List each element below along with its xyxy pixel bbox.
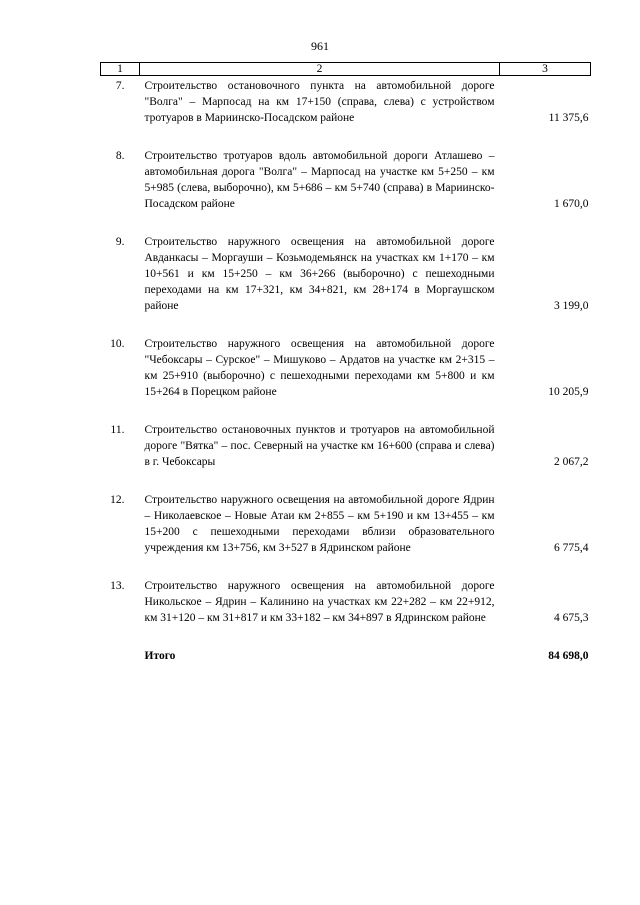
table-row	[101, 578, 591, 648]
row-number: 12.	[110, 494, 125, 506]
row-description: Строительство наружного освещения на автомобильной дороге Авданкасы – Моргауши – Козьмодемьянск на участках км 1+170 – км 10+561 и км 15+250 – км 36+266 (выборочно) с пешеходными переходами на км 17+321, км 34+821, км 28+174 в Моргаушском районе	[144, 236, 495, 312]
row-number: 11.	[110, 424, 125, 436]
row-description: Строительство тротуаров вдоль автомобильной дороги Атлашево – автомобильная дорога "Волга" – Марпосад на участке км 5+250 – км 5+985 (слева, выборочно), км 5+686 – км 5+740 (справа) в Мариинско-Посадском районе	[144, 150, 495, 210]
row-amount: 3 199,0	[554, 300, 589, 312]
row-number: 7.	[115, 80, 125, 92]
row-description: Строительство наружного освещения на автомобильной дороге Ядрин – Николаевское – Новые Атаи км 2+855 – км 5+190 и км 13+455 – км 15+200 с пешеходными переходами вблизи образовательного учреждения км 13+756, км 3+527 в Ядринском районе	[144, 494, 495, 554]
row-number: 10.	[110, 338, 125, 350]
row-description: Строительство наружного освещения на автомобильной дороге "Чебоксары – Сурское" – Мишуково – Ардатов на участке км 2+315 – км 25+910 (выборочно) с пешеходными переходами км 5+800 и км 15+264 в Порецком районе	[144, 338, 495, 398]
row-amount: 10 205,9	[548, 386, 589, 398]
total-row	[101, 648, 591, 664]
row-number: 8.	[115, 150, 125, 162]
row-amount: 2 067,2	[554, 456, 589, 468]
table-row	[101, 148, 591, 234]
row-number: 13.	[110, 580, 125, 592]
row-amount: 1 670,0	[554, 198, 589, 210]
table-row	[101, 422, 591, 492]
total-amount: 84 698,0	[548, 650, 589, 662]
column-header-description: 2	[140, 63, 500, 76]
total-label: Итого	[144, 650, 176, 662]
table-row	[101, 336, 591, 422]
table-row	[101, 76, 591, 149]
table-header	[101, 63, 591, 76]
row-amount: 6 775,4	[554, 542, 589, 554]
row-description: Строительство наружного освещения на автомобильной дороге Никольское – Ядрин – Калинино на участках км 22+282 – км 22+912, км 31+120 – км 31+817 и км 33+182 – км 34+897 в Ядринском районе	[144, 580, 495, 624]
expense-table	[100, 62, 591, 664]
row-description: Строительство остановочного пункта на автомобильной дороге "Волга" – Марпосад на км 17+150 (справа, слева) с устройством тротуаров в Мариинско-Посадском районе	[144, 80, 495, 124]
page-number: 961	[311, 39, 329, 53]
table-row	[101, 234, 591, 336]
row-description: Строительство остановочных пунктов и тротуаров на автомобильной дороге "Вятка" – пос. Северный на участке км 16+600 (справа и слева) в г. Чебоксары	[144, 424, 495, 468]
row-amount: 11 375,6	[548, 112, 589, 124]
column-header-amount: 3	[500, 63, 591, 76]
row-amount: 4 675,3	[554, 612, 589, 624]
table-row	[101, 492, 591, 578]
row-number: 9.	[115, 236, 125, 248]
column-header-number: 1	[101, 63, 140, 76]
